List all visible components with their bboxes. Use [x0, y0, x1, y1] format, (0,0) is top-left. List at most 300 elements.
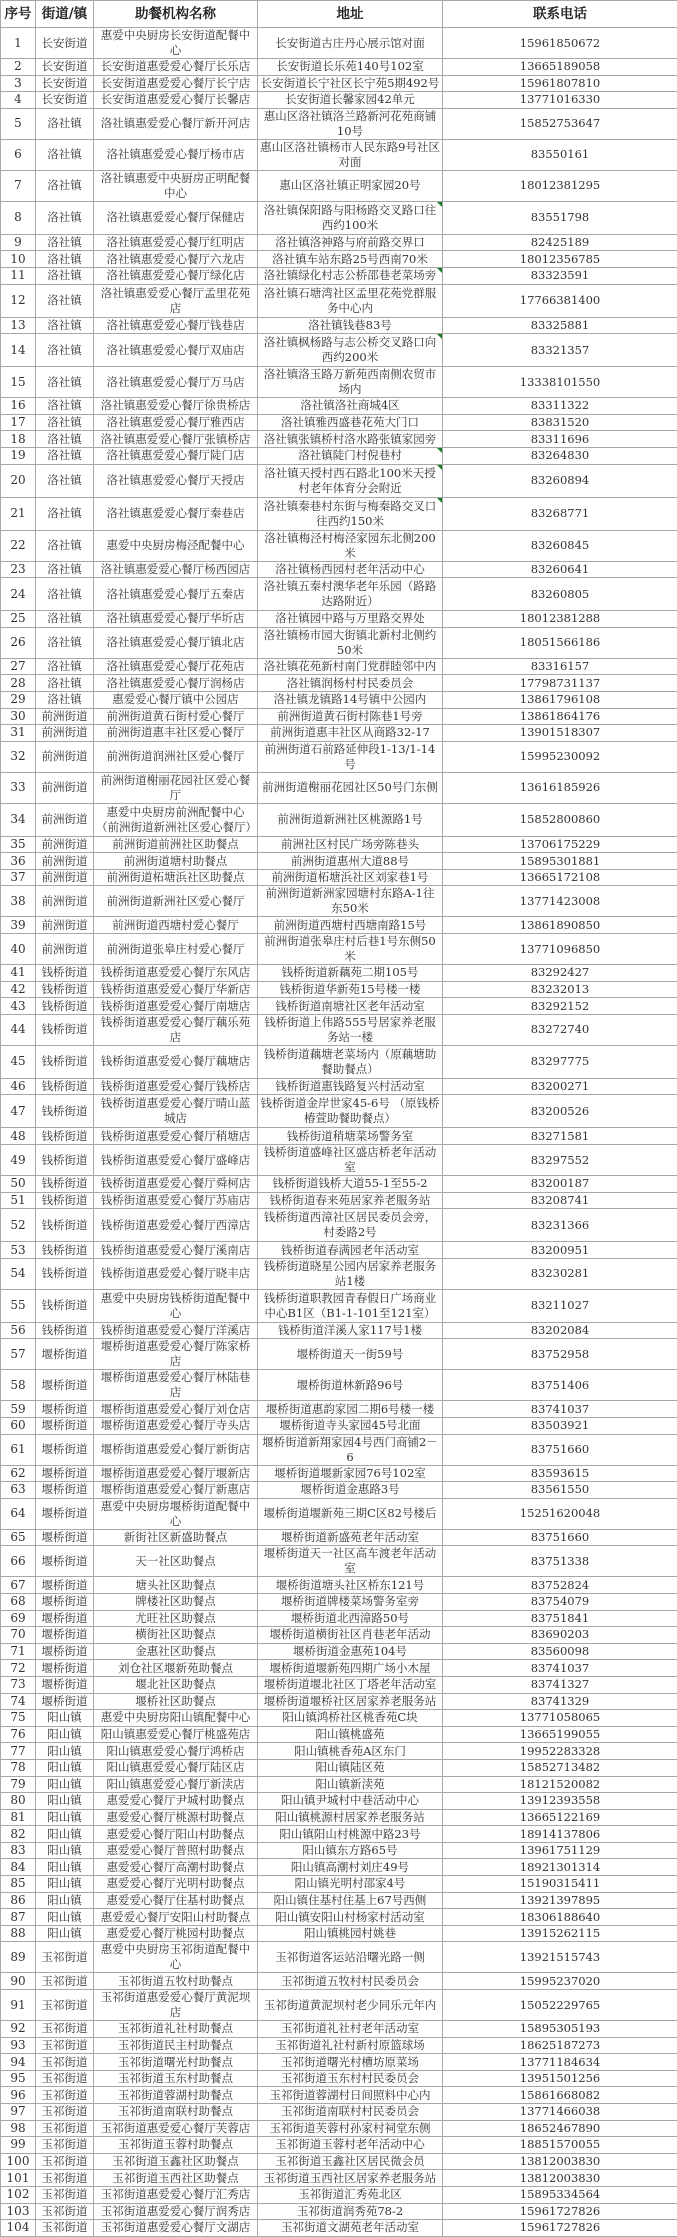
- table-row: [1, 578, 677, 611]
- cell-index: 72: [1, 1660, 36, 1677]
- cell-index: 29: [1, 691, 36, 708]
- cell-org-name: 阳山镇惠爱爱心餐厅陆区店: [94, 1759, 258, 1776]
- cell-index: 26: [1, 627, 36, 658]
- cell-street: 钱桥街道: [36, 965, 94, 982]
- cell-phone: 83260845: [443, 530, 677, 561]
- cell-index: 77: [1, 1743, 36, 1760]
- cell-street: 钱桥街道: [36, 1258, 94, 1289]
- cell-address: 玉祁街道玉东村村民委员会: [258, 2070, 443, 2087]
- cell-street: 堰桥街道: [36, 1498, 94, 1529]
- cell-address: 堰桥街道牌楼菜场警务室旁: [258, 1593, 443, 1610]
- cell-index: 40: [1, 934, 36, 965]
- cell-org-name: 玉祁街道玉东村助餐点: [94, 2070, 258, 2087]
- cell-street: 玉祁街道: [36, 1942, 94, 1973]
- cell-phone: 13706175229: [443, 836, 677, 853]
- cell-phone: 13861890850: [443, 917, 677, 934]
- cell-org-name: 洛社镇惠爱爱心餐厅张镇桥店: [94, 431, 258, 448]
- table-row: [1, 1743, 677, 1760]
- cell-street: 阳山镇: [36, 1776, 94, 1793]
- cell-address: 玉祁街道礼社村新村原篮球场: [258, 2037, 443, 2054]
- cell-address: 钱桥街道洋溪人家117号1楼: [258, 1322, 443, 1339]
- table-row: [1, 1826, 677, 1843]
- cell-index: 37: [1, 869, 36, 886]
- cell-phone: 83260805: [443, 578, 677, 611]
- cell-index: 4: [1, 92, 36, 109]
- cell-phone: 15995230092: [443, 741, 677, 772]
- table-row: [1, 1145, 677, 1176]
- cell-address: 堰桥街道堰新苑三期C区82号楼后: [258, 1498, 443, 1529]
- cell-phone: 13921515743: [443, 1942, 677, 1973]
- cell-address: 堰桥街道金惠苑104号: [258, 1643, 443, 1660]
- cell-org-name: 钱桥街道惠爱爱心餐厅藕乐苑店: [94, 1014, 258, 1045]
- cell-street: 前洲街道: [36, 853, 94, 870]
- table-row: [1, 1892, 677, 1909]
- cell-index: 90: [1, 1973, 36, 1990]
- cell-index: 69: [1, 1610, 36, 1627]
- cell-org-name: 惠爱爱心餐厅安阳山村助餐点: [94, 1909, 258, 1926]
- cell-street: 堰桥街道: [36, 1627, 94, 1644]
- cell-org-name: 玉祁街道惠爱爱心餐厅文湖店: [94, 2220, 258, 2237]
- table-row: [1, 1289, 677, 1322]
- cell-address: 洛社镇石塘湾社区孟里花苑党群服务中心内: [258, 284, 443, 317]
- cell-street: 洛社镇: [36, 530, 94, 561]
- cell-street: 堰桥街道: [36, 1610, 94, 1627]
- cell-index: 31: [1, 725, 36, 742]
- table-row: [1, 28, 677, 59]
- cell-address: 前洲街道柘塘浜社区刘家巷1号: [258, 869, 443, 886]
- cell-street: 堰桥街道: [36, 1418, 94, 1435]
- cell-index: 67: [1, 1577, 36, 1594]
- table-row: [1, 772, 677, 803]
- table-row: [1, 2186, 677, 2203]
- cell-org-name: 惠爱中央厨房堰桥街道配餐中心: [94, 1498, 258, 1529]
- cell-org-name: 洛社镇惠爱爱心餐厅双庙店: [94, 334, 258, 367]
- cell-org-name: 惠爱中央厨房玉祁街道配餐中心: [94, 1942, 258, 1973]
- cell-index: 75: [1, 1710, 36, 1727]
- cell-org-name: 惠爱爱心餐厅阳山村助餐点: [94, 1826, 258, 1843]
- cell-index: 83: [1, 1842, 36, 1859]
- cell-address: 玉祁街道礼社村老年活动室: [258, 2021, 443, 2038]
- cell-address: 长安街道古庄丹心展示馆对面: [258, 28, 443, 59]
- cell-org-name: 前洲街道榭丽花园社区爱心餐厅: [94, 772, 258, 803]
- cell-org-name: 玉祁街道玉西社区助餐点: [94, 2170, 258, 2187]
- table-row: [1, 1793, 677, 1810]
- cell-address: 阳山镇住基村住基上67号西侧: [258, 1892, 443, 1909]
- cell-index: 62: [1, 1465, 36, 1482]
- cell-address: 洛社镇润杨村村民委员会: [258, 675, 443, 692]
- cell-address: 堰桥街道天一街59号: [258, 1339, 443, 1370]
- cell-address: 堰桥街道横街社区肖巷老年活动: [258, 1627, 443, 1644]
- table-row: [1, 75, 677, 92]
- cell-phone: 83311322: [443, 398, 677, 415]
- cell-org-name: 洛社镇惠爱爱心餐厅五秦店: [94, 578, 258, 611]
- cell-phone: 83272740: [443, 1014, 677, 1045]
- cell-org-name: 洛社镇惠爱爱心餐厅杨西园店: [94, 561, 258, 578]
- cell-address: 钱桥街道西漳社区居民委员会旁，村委路2号: [258, 1209, 443, 1242]
- cell-index: 68: [1, 1593, 36, 1610]
- cell-phone: 83200187: [443, 1176, 677, 1193]
- cell-index: 33: [1, 772, 36, 803]
- cell-phone: 83751660: [443, 1529, 677, 1546]
- cell-address: 玉祁街道芙蓉村孙家村祠堂东侧: [258, 2120, 443, 2137]
- cell-index: 93: [1, 2037, 36, 2054]
- table-row: [1, 284, 677, 317]
- cell-street: 洛社镇: [36, 658, 94, 675]
- table-row: [1, 1465, 677, 1482]
- table-row: [1, 497, 677, 530]
- table-row: [1, 627, 677, 658]
- cell-org-name: 钱桥街道惠爱爱心餐厅苏庙店: [94, 1192, 258, 1209]
- cell-org-name: 惠爱爱心餐厅桃源村助餐点: [94, 1809, 258, 1826]
- cell-index: 21: [1, 497, 36, 530]
- cell-org-name: 洛社镇惠爱爱心餐厅花苑店: [94, 658, 258, 675]
- cell-org-name: 惠爱爱心餐厅高潮村助餐点: [94, 1859, 258, 1876]
- cell-phone: 82425189: [443, 234, 677, 251]
- cell-org-name: 钱桥街道惠爱爱心餐厅洋溪店: [94, 1322, 258, 1339]
- cell-phone: 17766381400: [443, 284, 677, 317]
- cell-street: 钱桥街道: [36, 1242, 94, 1259]
- cell-phone: 13861796108: [443, 691, 677, 708]
- cell-street: 玉祁街道: [36, 2087, 94, 2104]
- cell-phone: 15052229765: [443, 1990, 677, 2021]
- cell-street: 钱桥街道: [36, 1322, 94, 1339]
- cell-index: 28: [1, 675, 36, 692]
- cell-index: 52: [1, 1209, 36, 1242]
- cell-street: 洛社镇: [36, 334, 94, 367]
- table-row: [1, 1128, 677, 1145]
- table-header-row: [1, 1, 677, 28]
- cell-index: 19: [1, 447, 36, 464]
- cell-index: 35: [1, 836, 36, 853]
- cell-street: 前洲街道: [36, 772, 94, 803]
- cell-phone: 83690203: [443, 1627, 677, 1644]
- cell-index: 79: [1, 1776, 36, 1793]
- cell-street: 玉祁街道: [36, 1990, 94, 2021]
- cell-address: 钱桥街道新藕苑二期105号: [258, 965, 443, 982]
- cell-index: 46: [1, 1078, 36, 1095]
- cell-street: 玉祁街道: [36, 2021, 94, 2038]
- cell-index: 49: [1, 1145, 36, 1176]
- table-row: [1, 414, 677, 431]
- cell-address: 堰桥街道天一社区高车渡老年活动室: [258, 1546, 443, 1577]
- cell-street: 洛社镇: [36, 398, 94, 415]
- cell-index: 74: [1, 1693, 36, 1710]
- cell-phone: 83751660: [443, 1434, 677, 1465]
- table-row: [1, 2120, 677, 2137]
- cell-index: 42: [1, 981, 36, 998]
- cell-org-name: 刘仓社区堰新苑助餐点: [94, 1660, 258, 1677]
- cell-street: 钱桥街道: [36, 1289, 94, 1322]
- table-row: [1, 2070, 677, 2087]
- cell-address: 前洲街道石前路延伸段1-13/1-14号: [258, 741, 443, 772]
- table-row: [1, 1876, 677, 1893]
- cell-phone: 83232013: [443, 981, 677, 998]
- cell-street: 洛社镇: [36, 170, 94, 201]
- cell-phone: 13915262115: [443, 1925, 677, 1942]
- cell-address: 洛社镇陡门村倪巷村: [258, 447, 443, 464]
- table-row: [1, 1370, 677, 1401]
- cell-phone: 13771184634: [443, 2054, 677, 2071]
- table-row: [1, 2021, 677, 2038]
- cell-address: 洛社镇钱巷83号: [258, 317, 443, 334]
- cell-phone: 13771096850: [443, 934, 677, 965]
- cell-address: 阳山镇陆区苑: [258, 1759, 443, 1776]
- cell-address: 阳山镇光明村邵家4号: [258, 1876, 443, 1893]
- cell-address: 洛社镇天授村西石路北100米天授村老年体育分会附近: [258, 464, 443, 497]
- cell-index: 84: [1, 1859, 36, 1876]
- cell-street: 前洲街道: [36, 869, 94, 886]
- cell-index: 16: [1, 398, 36, 415]
- cell-street: 玉祁街道: [36, 2203, 94, 2220]
- cell-address: 前洲街道西塘村西塘南路15号: [258, 917, 443, 934]
- cell-index: 98: [1, 2120, 36, 2137]
- cell-org-name: 玉祁街道玉鑫社区助餐点: [94, 2153, 258, 2170]
- cell-phone: 13665172108: [443, 869, 677, 886]
- cell-phone: 13771016330: [443, 92, 677, 109]
- cell-address: 洛社镇枫杨路与志公桥交叉路口向西约200米: [258, 334, 443, 367]
- cell-address: 前洲街道黄石街村陈巷1号旁: [258, 708, 443, 725]
- cell-address: 堰桥街道金惠路3号: [258, 1482, 443, 1499]
- cell-street: 洛社镇: [36, 447, 94, 464]
- cell-street: 玉祁街道: [36, 2104, 94, 2121]
- cell-address: 洛社镇梅泾村梅泾家园东北侧200米: [258, 530, 443, 561]
- cell-index: 41: [1, 965, 36, 982]
- cell-street: 钱桥街道: [36, 1078, 94, 1095]
- cell-index: 10: [1, 251, 36, 268]
- cell-phone: 15961807810: [443, 75, 677, 92]
- cell-org-name: 堰桥街道惠爱爱心餐厅新惠店: [94, 1482, 258, 1499]
- cell-phone: 83271581: [443, 1128, 677, 1145]
- table-row: [1, 2054, 677, 2071]
- cell-phone: 83503921: [443, 1418, 677, 1435]
- cell-address: 玉祁街道润秀苑78-2: [258, 2203, 443, 2220]
- cell-phone: 15852713482: [443, 1759, 677, 1776]
- cell-address: 堰桥街道新翔家园4号西门商铺2－6: [258, 1434, 443, 1465]
- cell-phone: 83200271: [443, 1078, 677, 1095]
- cell-org-name: 钱桥街道惠爱爱心餐厅东风店: [94, 965, 258, 982]
- cell-org-name: 玉祁街道惠爱爱心餐厅黄泥坝店: [94, 1990, 258, 2021]
- cell-phone: 15895334564: [443, 2186, 677, 2203]
- cell-org-name: 前洲街道惠丰社区爱心餐厅: [94, 725, 258, 742]
- cell-street: 玉祁街道: [36, 2170, 94, 2187]
- table-row: [1, 853, 677, 870]
- table-row: [1, 1209, 677, 1242]
- table-row: [1, 2170, 677, 2187]
- cell-index: 24: [1, 578, 36, 611]
- cell-street: 阳山镇: [36, 1710, 94, 1727]
- cell-index: 48: [1, 1128, 36, 1145]
- cell-address: 钱桥街道春来苑居家养老服务站: [258, 1192, 443, 1209]
- cell-org-name: 洛社镇惠爱爱心餐厅万马店: [94, 367, 258, 398]
- cell-org-name: 玉祁街道曙光村助餐点: [94, 2054, 258, 2071]
- table-row: [1, 447, 677, 464]
- cell-org-name: 前洲街道新洲社区爱心餐厅: [94, 886, 258, 917]
- cell-org-name: 玉祁街道惠爱爱心餐厅润秀店: [94, 2203, 258, 2220]
- cell-street: 洛社镇: [36, 627, 94, 658]
- cell-phone: 13901518307: [443, 725, 677, 742]
- cell-address: 洛社镇绿化村志公桥邵巷老菜场旁: [258, 267, 443, 284]
- cell-address: 前洲街道惠州大道88号: [258, 853, 443, 870]
- table-row: [1, 431, 677, 448]
- cell-org-name: 惠爱中央厨房前洲配餐中心（前洲街道新洲社区爱心餐厅）: [94, 803, 258, 836]
- cell-index: 45: [1, 1045, 36, 1078]
- cell-phone: 13771466038: [443, 2104, 677, 2121]
- cell-phone: 15961850672: [443, 28, 677, 59]
- cell-phone: 15190315411: [443, 1876, 677, 1893]
- table-row: [1, 1322, 677, 1339]
- cell-org-name: 堰桥街道惠爱爱心餐厅寺头店: [94, 1418, 258, 1435]
- cell-phone: 83741037: [443, 1401, 677, 1418]
- cell-phone: 83268771: [443, 497, 677, 530]
- cell-org-name: 洛社镇惠爱爱心餐厅镇北店: [94, 627, 258, 658]
- cell-phone: 15961727826: [443, 2220, 677, 2237]
- cell-index: 64: [1, 1498, 36, 1529]
- cell-org-name: 钱桥街道惠爱爱心餐厅华新店: [94, 981, 258, 998]
- cell-phone: 83751338: [443, 1546, 677, 1577]
- cell-org-name: 玉祁街道玉蓉村助餐点: [94, 2137, 258, 2154]
- table-row: [1, 2153, 677, 2170]
- cell-address: 阳山镇高潮村刘庄49号: [258, 1859, 443, 1876]
- cell-index: 85: [1, 1876, 36, 1893]
- cell-address: 阳山镇鸿桥社区桃香苑C块: [258, 1710, 443, 1727]
- table-row: [1, 1759, 677, 1776]
- cell-address: 洛社镇张镇桥村洛水路张镇家园旁: [258, 431, 443, 448]
- cell-street: 阳山镇: [36, 1726, 94, 1743]
- cell-org-name: 洛社镇惠爱爱心餐厅天授店: [94, 464, 258, 497]
- cell-street: 阳山镇: [36, 1859, 94, 1876]
- table-row: [1, 1401, 677, 1418]
- cell-index: 54: [1, 1258, 36, 1289]
- table-row: [1, 1045, 677, 1078]
- cell-phone: 83741329: [443, 1693, 677, 1710]
- cell-street: 钱桥街道: [36, 1128, 94, 1145]
- table-row: [1, 869, 677, 886]
- cell-index: 76: [1, 1726, 36, 1743]
- cell-org-name: 钱桥街道惠爱爱心餐厅舜柯店: [94, 1176, 258, 1193]
- cell-address: 阳山镇桃园村姚巷: [258, 1925, 443, 1942]
- cell-org-name: 洛社镇惠爱爱心餐厅陡门店: [94, 447, 258, 464]
- cell-index: 1: [1, 28, 36, 59]
- cell-street: 钱桥街道: [36, 998, 94, 1015]
- table-row: [1, 1192, 677, 1209]
- cell-org-name: 玉祁街道民主村助餐点: [94, 2037, 258, 2054]
- table-row: [1, 1859, 677, 1876]
- cell-index: 25: [1, 611, 36, 628]
- cell-street: 阳山镇: [36, 1876, 94, 1893]
- cell-index: 7: [1, 170, 36, 201]
- cell-phone: 83741037: [443, 1660, 677, 1677]
- cell-street: 堰桥街道: [36, 1676, 94, 1693]
- table-row: [1, 1925, 677, 1942]
- cell-phone: 83230281: [443, 1258, 677, 1289]
- cell-phone: 13812003830: [443, 2153, 677, 2170]
- cell-address: 堰桥街道塘头社区桥东121号: [258, 1577, 443, 1594]
- table-row: [1, 1482, 677, 1499]
- table-row: [1, 1909, 677, 1926]
- cell-index: 102: [1, 2186, 36, 2203]
- cell-address: 钱桥街道藕塘老菜场内（原藕塘助餐助餐点）: [258, 1045, 443, 1078]
- cell-org-name: 前洲街道西塘村爱心餐厅: [94, 917, 258, 934]
- table-row: [1, 139, 677, 170]
- cell-org-name: 玉祁街道蓉湖村助餐点: [94, 2087, 258, 2104]
- cell-address: 阳山镇桃盛苑: [258, 1726, 443, 1743]
- cell-index: 5: [1, 108, 36, 139]
- cell-index: 20: [1, 464, 36, 497]
- cell-org-name: 牌楼社区助餐点: [94, 1593, 258, 1610]
- cell-index: 32: [1, 741, 36, 772]
- cell-org-name: 玉祁街道惠爱爱心餐厅汇秀店: [94, 2186, 258, 2203]
- cell-index: 94: [1, 2054, 36, 2071]
- table-row: [1, 1014, 677, 1045]
- cell-phone: 83260894: [443, 464, 677, 497]
- cell-street: 阳山镇: [36, 1925, 94, 1942]
- cell-street: 阳山镇: [36, 1842, 94, 1859]
- cell-street: 玉祁街道: [36, 1973, 94, 1990]
- cell-org-name: 前洲街道前洲社区助餐点: [94, 836, 258, 853]
- cell-index: 15: [1, 367, 36, 398]
- cell-phone: 83323591: [443, 267, 677, 284]
- cell-address: 堰桥街道堰新家园76号102室: [258, 1465, 443, 1482]
- cell-street: 堰桥街道: [36, 1546, 94, 1577]
- cell-org-name: 惠爱中央厨房钱桥街道配餐中心: [94, 1289, 258, 1322]
- cell-phone: 19952283328: [443, 1743, 677, 1760]
- table-row: [1, 981, 677, 998]
- table-row: [1, 2037, 677, 2054]
- cell-address: 前洲街道榭丽花园社区50号门东侧: [258, 772, 443, 803]
- cell-street: 前洲街道: [36, 836, 94, 853]
- table-row: [1, 561, 677, 578]
- cell-phone: 83211027: [443, 1289, 677, 1322]
- table-row: [1, 1418, 677, 1435]
- cell-street: 长安街道: [36, 92, 94, 109]
- cell-address: 洛社镇洛社商城4区: [258, 398, 443, 415]
- cell-phone: 83752958: [443, 1339, 677, 1370]
- cell-org-name: 玉祁街道五牧村助餐点: [94, 1973, 258, 1990]
- cell-address: 玉祁街道文湖苑老年活动室: [258, 2220, 443, 2237]
- cell-org-name: 尤旺社区助餐点: [94, 1610, 258, 1627]
- cell-address: 洛社镇洛神路与府前路交界口: [258, 234, 443, 251]
- cell-index: 103: [1, 2203, 36, 2220]
- table-row: [1, 934, 677, 965]
- cell-phone: 15895305193: [443, 2021, 677, 2038]
- cell-address: 钱桥街道华新苑15号楼一楼: [258, 981, 443, 998]
- cell-address: 阳山镇桃香苑A区东门: [258, 1743, 443, 1760]
- cell-street: 堰桥街道: [36, 1339, 94, 1370]
- table-row: [1, 708, 677, 725]
- cell-address: 惠山区洛社镇正明家园20号: [258, 170, 443, 201]
- cell-street: 钱桥街道: [36, 1045, 94, 1078]
- cell-phone: 15852753647: [443, 108, 677, 139]
- cell-org-name: 钱桥街道惠爱爱心餐厅溪南店: [94, 1242, 258, 1259]
- cell-org-name: 前洲街道柘塘浜社区助餐点: [94, 869, 258, 886]
- cell-org-name: 新街社区新盛助餐点: [94, 1529, 258, 1546]
- table-row: [1, 1242, 677, 1259]
- table-row: [1, 1610, 677, 1627]
- cell-org-name: 洛社镇惠爱爱心餐厅徐贵桥店: [94, 398, 258, 415]
- cell-index: 91: [1, 1990, 36, 2021]
- cell-street: 堰桥街道: [36, 1434, 94, 1465]
- cell-address: 前洲街道张皋庄村后巷1号东侧50米: [258, 934, 443, 965]
- cell-address: 阳山镇安阳山村杨家村活动室: [258, 1909, 443, 1926]
- cell-index: 73: [1, 1676, 36, 1693]
- table-row: [1, 317, 677, 334]
- cell-address: 钱桥街道惠钱路复兴村活动室: [258, 1078, 443, 1095]
- cell-index: 38: [1, 886, 36, 917]
- cell-org-name: 阳山镇惠爱爱心餐厅桃盛苑店: [94, 1726, 258, 1743]
- table-row: [1, 1726, 677, 1743]
- cell-org-name: 洛社镇惠爱爱心餐厅六龙店: [94, 251, 258, 268]
- cell-phone: 83311696: [443, 431, 677, 448]
